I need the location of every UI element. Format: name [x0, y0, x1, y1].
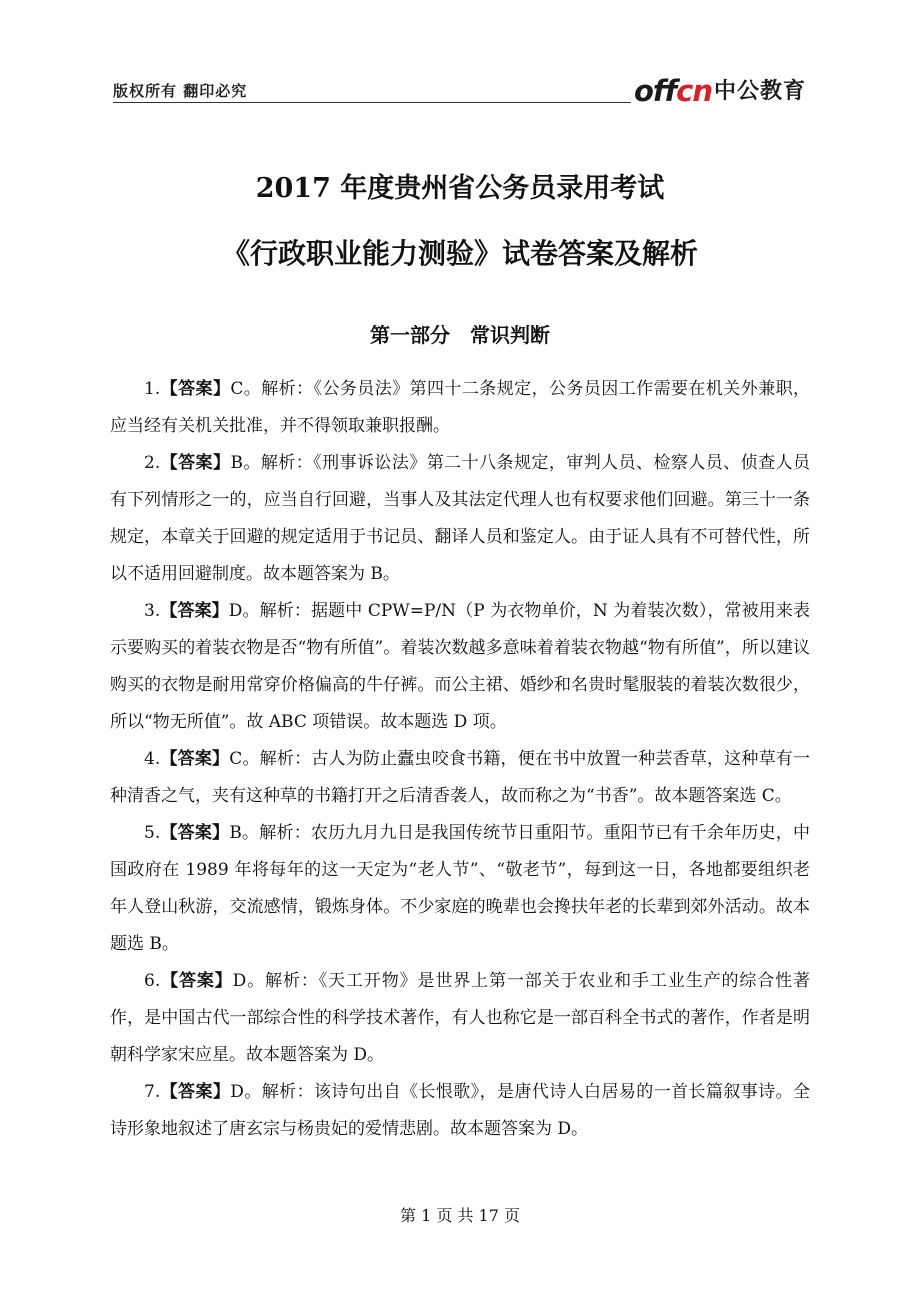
answer-number: 7. [144, 1082, 161, 1102]
answer-tag: 【答案】 [160, 1082, 231, 1102]
answer-item-1 [110, 371, 810, 445]
answer-tag: 【答案】 [160, 749, 230, 769]
offcn-logo [634, 72, 806, 106]
answer-item-7 [110, 1074, 810, 1148]
answer-text: C。解析：《公务员法》第四十二条规定，公务员因工作需要在机关外兼职，应当经有关机关批准，并不得领取兼职报酬。 [110, 379, 810, 436]
logo-latin-part-b: cn [676, 74, 713, 108]
header-rule [113, 102, 631, 103]
answer-number: 2. [144, 453, 161, 473]
answer-text: D。解析：《天工开物》是世界上第一部关于农业和手工业生产的综合性著作，是中国古代一部综合性的科学技术著作，有人也称它是一部百科全书式的著作，作者是明朝科学家宋应星。故本题答案为 D。 [110, 971, 811, 1065]
answer-item-4 [110, 741, 810, 815]
answer-number: 4. [144, 749, 161, 769]
copyright-notice: 版权所有 翻印必究 [113, 82, 248, 100]
answer-item-3 [110, 593, 810, 741]
document-title-line-2: 《行政职业能力测验》试卷答案及解析 [221, 237, 698, 270]
answer-tag: 【答案】 [160, 601, 229, 621]
logo-chinese: 中公教育 [714, 79, 807, 104]
answer-tag: 【答案】 [160, 453, 231, 473]
answer-list [110, 371, 810, 1148]
answer-item-2 [110, 445, 810, 593]
answer-number: 1. [144, 379, 161, 399]
answer-text: C。解析：古人为防止蠹虫咬食书籍，便在书中放置一种芸香草，这种草有一种清香之气，夹有这种草的书籍打开之后清香袭人，故而称之为“书香”。故本题答案选 C。 [110, 749, 811, 806]
answer-item-5 [110, 815, 810, 963]
answer-text: B。解析：《刑事诉讼法》第二十八条规定，审判人员、检察人员、侦查人员有下列情形之一的，应当自行回避，当事人及其法定代理人也有权要求他们回避。第三十一条规定，本章关于回避的规定适用于书记员、翻译人员和鉴定人。由于证人具有不可替代性，所以不适用回避制度。故本题答案为 B。 [110, 453, 811, 584]
page-header [113, 72, 807, 108]
answer-text: B。解析：农历九月九日是我国传统节日重阳节。重阳节已有千余年历史，中国政府在 1989 年将每年的这一天定为“老人节”、“敬老节”，每到这一日，各地都要组织老年人登山秋游，交流感情，锻炼身体。不少家庭的晚辈也会搀扶年老的长辈到郊外活动。故本题选 B。 [110, 823, 810, 954]
answer-text: D。解析：该诗句出自《长恨歌》，是唐代诗人白居易的一首长篇叙事诗。全诗形象地叙述了唐玄宗与杨贵妃的爱情悲剧。故本题答案为 D。 [110, 1082, 810, 1139]
logo-latin-part-a: off [634, 74, 677, 108]
answer-number: 5. [144, 823, 161, 843]
answer-number: 6. [144, 971, 161, 991]
page-footer: 第 1 页 共 17 页 [400, 1206, 520, 1225]
document-title-line-1: 2017 年度贵州省公务员录用考试 [255, 173, 665, 204]
answer-tag: 【答案】 [160, 823, 230, 843]
section-heading: 第一部分 常识判断 [370, 323, 550, 347]
answer-text: D。解析：据题中 CPW=P/N（P 为衣物单价，N 为着装次数），常被用来表示要购买的着装衣物是否“物有所值”。着装次数越多意味着着装衣物越“物有所值”，所以建议购买的衣物是耐用常穿价格偏高的牛仔裤。而公主裙、婚纱和名贵时髦服装的着装次数很少，所以“物无所值”。故 ABC 项错误。故本题选 D 项。 [110, 601, 811, 732]
answer-number: 3. [144, 601, 161, 621]
answer-tag: 【答案】 [160, 379, 231, 399]
answer-tag: 【答案】 [160, 971, 233, 991]
answer-item-6 [110, 963, 810, 1074]
logo-latin [634, 76, 712, 106]
